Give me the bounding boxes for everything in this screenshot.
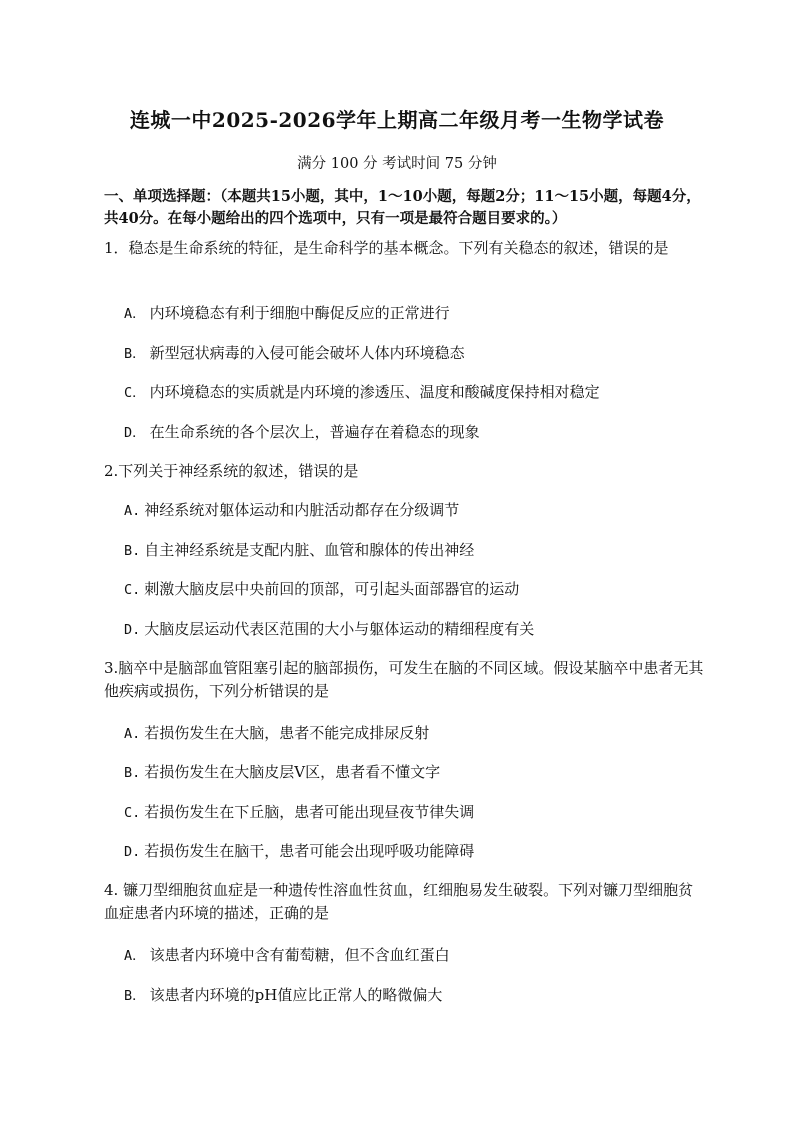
option-letter: D. bbox=[124, 844, 141, 860]
question-1-option-d[interactable] bbox=[124, 421, 684, 444]
question-3-stem: 3.脑卒中是脑部血管阻塞引起的脑部损伤，可发生在脑的不同区域。假设某脑卒中患者无其他疾病或损伤，下列分析错误的是 bbox=[104, 659, 704, 700]
question-1-option-a[interactable] bbox=[124, 302, 684, 325]
option-text: 自主神经系统是支配内脏、血管和腺体的传出神经 bbox=[144, 541, 475, 559]
option-letter: C. bbox=[124, 582, 141, 598]
option-letter: B. bbox=[124, 543, 141, 559]
question-3-option-c[interactable] bbox=[124, 801, 684, 824]
option-text: 神经系统对躯体运动和内脏活动都存在分级调节 bbox=[144, 501, 460, 519]
option-letter: C. bbox=[124, 805, 141, 821]
question-2-option-d[interactable] bbox=[124, 618, 684, 641]
question-1-option-b[interactable] bbox=[124, 342, 684, 365]
option-text: 若损伤发生在大脑，患者不能完成排尿反射 bbox=[144, 724, 430, 742]
option-letter: A． bbox=[124, 306, 146, 322]
option-text: 大脑皮层运动代表区范围的大小与躯体运动的精细程度有关 bbox=[144, 620, 535, 638]
question-2-stem: 2.下列关于神经系统的叙述，错误的是 bbox=[104, 462, 359, 480]
question-3-option-d[interactable] bbox=[124, 840, 684, 863]
option-letter: A. bbox=[124, 503, 141, 519]
option-letter: D． bbox=[124, 425, 146, 441]
option-text: 新型冠状病毒的入侵可能会破坏人体内环境稳态 bbox=[149, 344, 465, 362]
option-text: 若损伤发生在下丘脑，患者可能出现昼夜节律失调 bbox=[144, 803, 475, 821]
question-2-option-a[interactable] bbox=[124, 499, 684, 522]
exam-title: 连城一中2025-2026学年上期高二年级月考一生物学试卷 bbox=[129, 108, 665, 132]
question-1-option-c[interactable] bbox=[124, 381, 684, 404]
option-text: 若损伤发生在大脑皮层V区，患者看不懂文字 bbox=[144, 763, 441, 781]
question-4-option-b[interactable] bbox=[124, 984, 684, 1007]
question-3-option-b[interactable] bbox=[124, 761, 684, 784]
option-letter: A. bbox=[124, 726, 141, 742]
option-letter: D. bbox=[124, 622, 141, 638]
option-text: 若损伤发生在脑干，患者可能会出现呼吸功能障碍 bbox=[144, 842, 475, 860]
option-text: 该患者内环境中含有葡萄糖，但不含血红蛋白 bbox=[149, 946, 450, 964]
option-text: 该患者内环境的pH值应比正常人的略微偏大 bbox=[149, 986, 443, 1004]
option-letter: C． bbox=[124, 385, 146, 401]
question-4-option-a[interactable] bbox=[124, 944, 684, 967]
question-4-stem: 4. 镰刀型细胞贫血症是一种遗传性溶血性贫血，红细胞易发生破裂。下列对镰刀型细胞贫血症患者内环境的描述，正确的是 bbox=[104, 881, 694, 922]
question-2-option-b[interactable] bbox=[124, 539, 684, 562]
question-1-stem: 1．稳态是生命系统的特征，是生命科学的基本概念。下列有关稳态的叙述，错误的是 bbox=[104, 239, 669, 257]
exam-subtitle: 满分 100 分 考试时间 75 分钟 bbox=[297, 156, 497, 172]
option-letter: A． bbox=[124, 948, 146, 964]
option-text: 在生命系统的各个层次上，普遍存在着稳态的现象 bbox=[149, 423, 480, 441]
question-2-option-c[interactable] bbox=[124, 578, 684, 601]
option-letter: B． bbox=[124, 346, 146, 362]
section-heading: 一、单项选择题：（本题共15小题，其中，1～10小题，每题2分；11～15小题，每题4分，共40分。在每小题给出的四个选项中，只有一项是最符合题目要求的。） bbox=[104, 188, 701, 227]
option-letter: B. bbox=[124, 765, 141, 781]
option-text: 内环境稳态的实质就是内环境的渗透压、温度和酸碱度保持相对稳定 bbox=[149, 383, 600, 401]
option-text: 刺激大脑皮层中央前回的顶部，可引起头面部器官的运动 bbox=[144, 580, 520, 598]
question-3-option-a[interactable] bbox=[124, 722, 684, 745]
option-text: 内环境稳态有利于细胞中酶促反应的正常进行 bbox=[149, 304, 450, 322]
option-letter: B． bbox=[124, 988, 146, 1004]
